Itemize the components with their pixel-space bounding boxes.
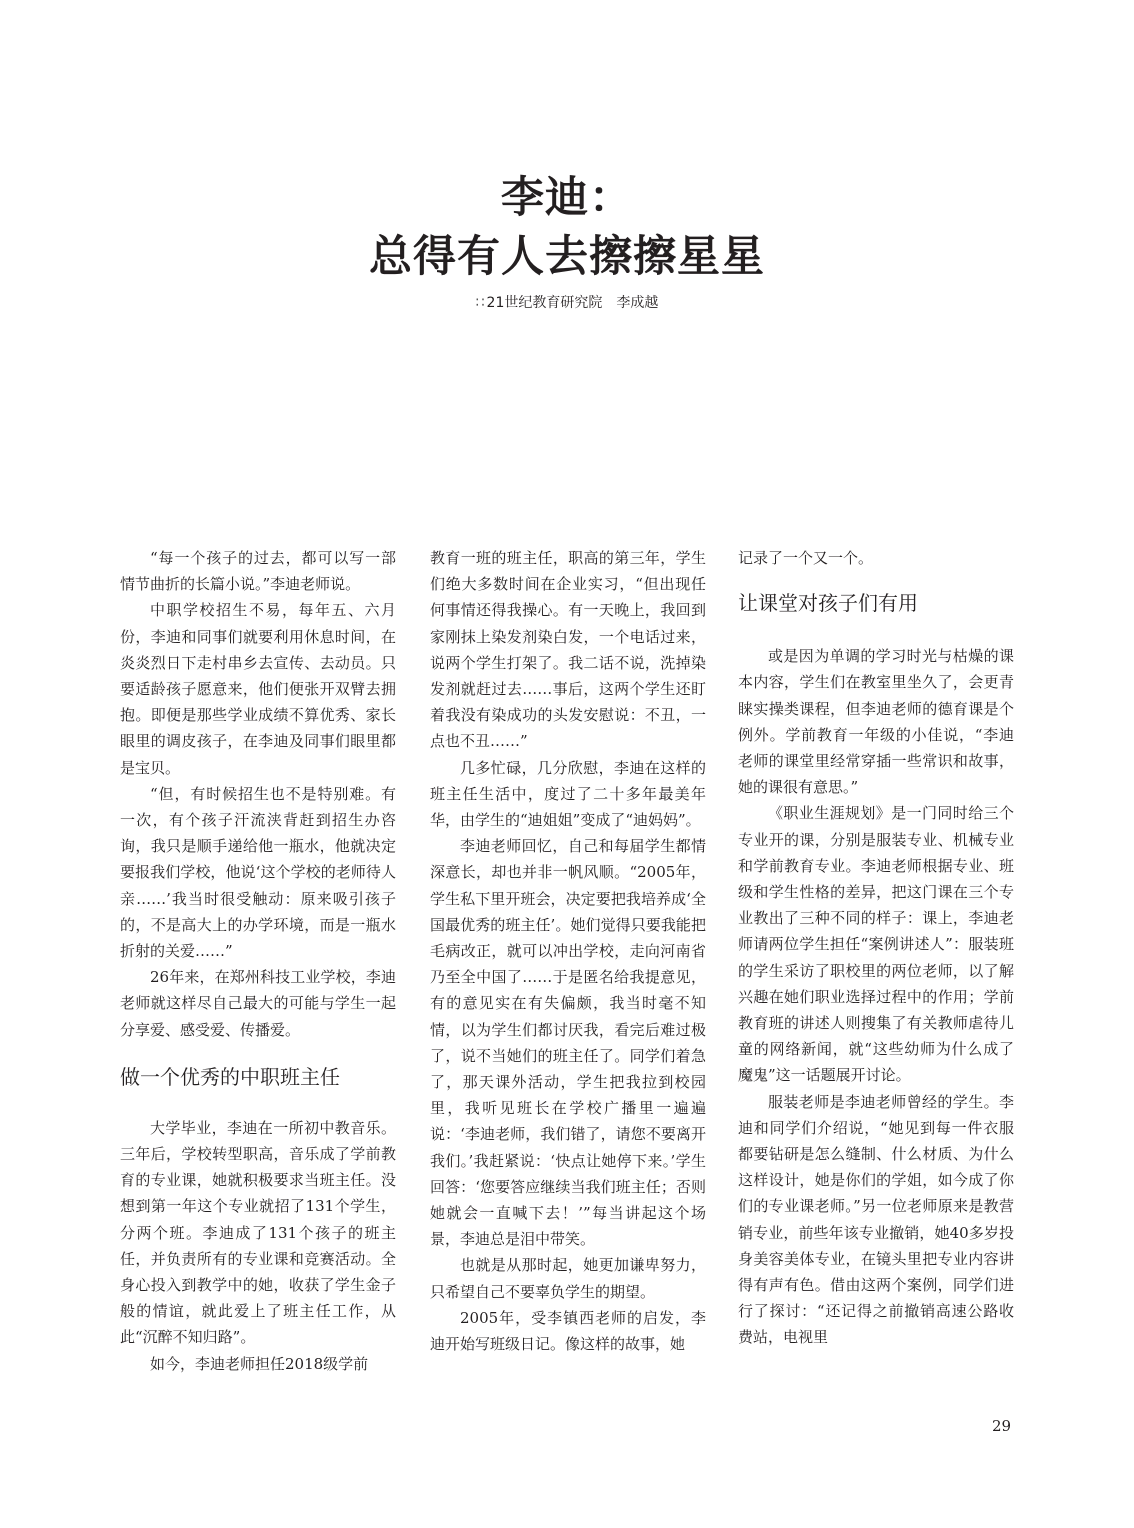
- paragraph: 2005年，受李镇西老师的启发，李迪开始写班级日记。像这样的故事，她: [430, 1308, 706, 1354]
- paragraph: “每一个孩子的过去，都可以写一部情节曲折的长篇小说。”李迪老师说。: [120, 549, 396, 594]
- paragraph: 李迪老师回忆，自己和每届学生都情深意长，却也并非一帆风顺。“2005年，学生私下里开班会，决定要把我培养成‘全国最优秀的班主任’。她们觉得只要我能把毛病改正，就可以冲出学校，走向河南省乃至全中国了……于是匿名给我提意见，有的意见实在有失偏颇，我当时毫不知情，以为学生们都讨厌我，看完后难过极了，说不当她们的班主任了。同学们着急了，那天课外活动，学生把我拉到校园里，我听见班长在学校广播里一遍遍说：‘李迪老师，我们错了，请您不要离开我们。’我赶紧说：‘快点让她停下来。’学生回答：‘您要答应继续当我们班主任；否则她就会一直喊下去！’”每当讲起这个场景，李迪总是泪中带笑。: [430, 837, 706, 1249]
- byline-marker: ∷: [475, 295, 485, 311]
- text-column-3: [738, 545, 1014, 1351]
- text-column-1: [120, 545, 396, 1377]
- paragraph: 也就是从那时起，她更加谦卑努力，只希望自己不要辜负学生的期望。: [430, 1256, 706, 1301]
- article-title-line2: 总得有人去擦擦星星: [369, 232, 765, 282]
- article-title-line1: 李迪：: [501, 173, 633, 223]
- paragraph: 服装老师是李迪老师曾经的学生。李迪和同学们介绍说，“她见到每一件衣服都要钻研是怎么缝制、什么材质、为什么这样设计，她是你们的学姐，如今成了你们的专业课老师。”另一位老师原来是教营销专业，前些年该专业撤销，她40多岁投身美容美体专业，在镜头里把专业内容讲得有声有色。借由这两个案例，同学们进行了探讨：“还记得之前撤销高速公路收费站，电视里: [738, 1092, 1014, 1347]
- paragraph: 或是因为单调的学习时光与枯燥的课本内容，学生们在教室里坐久了，会更青睐实操类课程，但李迪老师的德育课是个例外。学前教育一年级的小佳说，“李迪老师的课堂里经常穿插一些常识和故事，她的课很有意思。”: [738, 647, 1014, 797]
- paragraph: 26年来，在郑州科技工业学校，李迪老师就这样尽自己最大的可能与学生一起分享爱、感受爱、传播爱。: [120, 968, 396, 1039]
- text-column-2: [430, 545, 706, 1357]
- paragraph-continued: 记录了一个又一个。: [738, 549, 874, 567]
- paragraph: 《职业生涯规划》是一门同时给三个专业开的课，分别是服装专业、机械专业和学前教育专业。李迪老师根据专业、班级和学生性格的差异，把这门课在三个专业教出了三种不同的样子：课上，李迪老师请两位学生担任“案例讲述人”：服装班的学生采访了职校里的两位老师，以了解兴趣在她们职业选择过程中的作用；学前教育班的讲述人则搜集了有关教师虐待儿童的网络新闻，就“这些幼师为什么成了魔鬼”这一话题展开讨论。: [738, 804, 1014, 1085]
- section-heading-classroom: 让课堂对孩子们有用: [738, 591, 918, 616]
- paragraph: 如今，李迪老师担任2018级学前: [150, 1354, 369, 1373]
- page-number: 29: [992, 1417, 1012, 1435]
- byline: [0, 294, 1134, 312]
- byline-organization: 21世纪教育研究院: [486, 295, 603, 311]
- paragraph: 几多忙碌，几分欣慰，李迪在这样的班主任生活中，度过了二十多年最美年华，由学生的“迪姐姐”变成了“迪妈妈”。: [430, 758, 706, 830]
- paragraph: 大学毕业，李迪在一所初中教音乐。三年后，学校转型职高，音乐成了学前教育的专业课，她就积极要求当班主任。没想到第一年这个专业就招了131个学生，分两个班。李迪成了131个孩子的班主任，并负责所有的专业课和竞赛活动。全身心投入到教学中的她，收获了学生金子般的情谊，就此爱上了班主任工作，从此“沉醉不知归路”。: [120, 1118, 396, 1347]
- paragraph: 中职学校招生不易，每年五、六月份，李迪和同事们就要利用休息时间，在炎炎烈日下走村串乡去宣传、去动员。只要适龄孩子愿意来，他们便张开双臂去拥抱。即便是那些学业成绩不算优秀、家长眼里的调皮孩子，在李迪及同事们眼里都是宝贝。: [120, 601, 396, 777]
- section-heading-class-teacher: 做一个优秀的中职班主任: [120, 1064, 340, 1089]
- byline-author: 李成越: [616, 295, 659, 311]
- paragraph: “但，有时候招生也不是特别难。有一次，有个孩子汗流浃背赶到招生办咨询，我只是顺手递给他一瓶水，他就决定要报我们学校，他说‘这个学校的老师待人亲……’我当时很受触动：原来吸引孩子的，不是高大上的办学环境，而是一瓶水折射的关爱……”: [120, 784, 396, 961]
- paragraph-continued: 教育一班的班主任，职高的第三年，学生们绝大多数时间在企业实习，“但出现任何事情还得我操心。有一天晚上，我回到家刚抹上染发剂染白发，一个电话过来，说两个学生打架了。我二话不说，洗掉染发剂就赶过去……事后，这两个学生还盯着我没有染成功的头发安慰说：不丑，一点也不丑……”: [430, 549, 706, 751]
